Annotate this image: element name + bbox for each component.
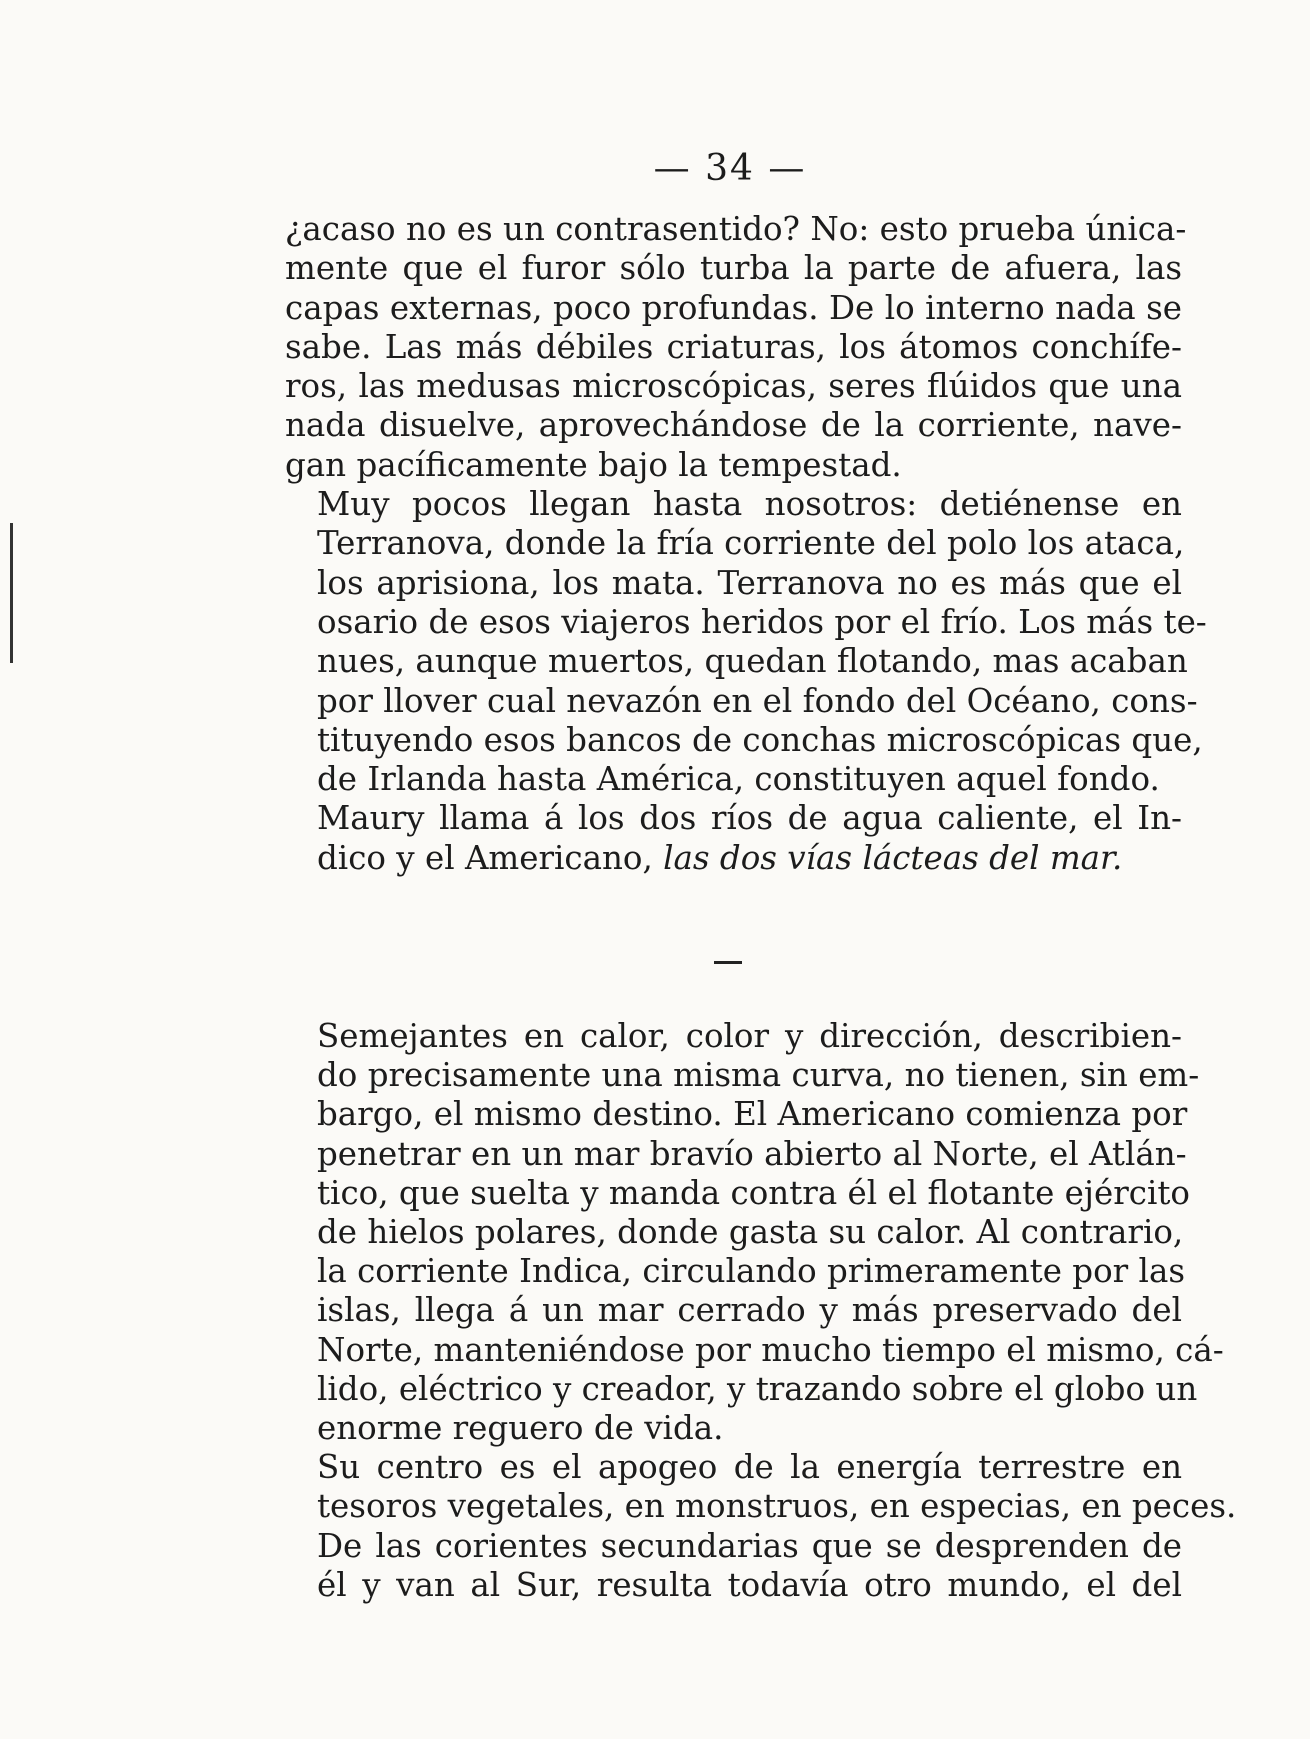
text-line: tituyendo esos bancos de conchas microscópicas que, bbox=[317, 720, 1203, 759]
italic-phrase: las dos vías lácteas del mar. bbox=[663, 838, 1123, 877]
text-line: Semejantes en calor, color y dirección, describien- bbox=[317, 1017, 1182, 1055]
text-line: islas, llega á un mar cerrado y más preservado del bbox=[317, 1291, 1182, 1330]
text-line: De las corientes secundarias que se desprenden de bbox=[317, 1526, 1182, 1565]
text-line: de hielos polares, donde gasta su calor. Al contrario, bbox=[317, 1213, 1184, 1252]
margin-mark bbox=[10, 523, 13, 663]
paragraph-5 bbox=[285, 1448, 1237, 1605]
text-line: la corriente Indica, circulando primeramente por las bbox=[317, 1252, 1185, 1291]
text-line: de Irlanda hasta América, constituyen aquel fondo. bbox=[317, 760, 1160, 799]
text-line: Muy pocos llegan hasta nosotros: detiénense en bbox=[317, 485, 1182, 524]
text-block-top bbox=[285, 210, 1207, 878]
text-line: gan pacíficamente bajo la tempestad. bbox=[285, 445, 902, 484]
text-line: osario de esos viajeros heridos por el frío. Los más te- bbox=[317, 602, 1207, 641]
text-line: do precisamente una misma curva, no tienen, sin em- bbox=[317, 1056, 1200, 1095]
paragraph-4 bbox=[285, 1017, 1224, 1448]
text-line: mente que el furor sólo turba la parte de afuera, las bbox=[285, 249, 1182, 288]
text-line bbox=[285, 839, 1182, 878]
text-line: penetrar en un mar bravío abierto al Norte, el Atlán- bbox=[317, 1134, 1187, 1173]
text-line: capas externas, poco profundas. De lo interno nada se bbox=[285, 288, 1182, 327]
text-line: ¿acaso no es un contrasentido? No: esto prueba única- bbox=[285, 210, 1187, 248]
text-line: enorme reguero de vida. bbox=[317, 1409, 724, 1448]
text-block-bottom bbox=[285, 1017, 1237, 1605]
paragraph-3 bbox=[285, 799, 1182, 878]
text-line: tico, que suelta y manda contra él el flotante ejército bbox=[317, 1173, 1190, 1212]
text-line: Su centro es el apogeo de la energía terrestre en bbox=[317, 1448, 1182, 1487]
text-line: Maury llama á los dos ríos de agua caliente, el In- bbox=[317, 799, 1182, 838]
text-line: ros, las medusas microscópicas, seres flúidos que una bbox=[285, 367, 1182, 406]
text-line: por llover cual nevazón en el fondo del Océano, cons- bbox=[317, 681, 1198, 720]
paragraph-2 bbox=[285, 485, 1207, 799]
page-number: — 34 — bbox=[653, 148, 807, 189]
section-divider bbox=[714, 961, 742, 964]
text-line: lido, eléctrico y creador, y trazando sobre el globo un bbox=[317, 1369, 1198, 1408]
text-run: dico y el Americano, bbox=[317, 838, 664, 877]
text-line: tesoros vegetales, en monstruos, en especias, en peces. bbox=[317, 1487, 1237, 1526]
paragraph-1 bbox=[285, 210, 1187, 485]
text-line: Terranova, donde la fría corriente del polo los ataca, bbox=[317, 524, 1185, 563]
text-line: bargo, el mismo destino. El Americano comienza por bbox=[317, 1095, 1188, 1134]
text-line: él y van al Sur, resulta todavía otro mundo, el del bbox=[317, 1565, 1182, 1604]
text-line: los aprisiona, los mata. Terranova no es más que el bbox=[317, 563, 1182, 602]
text-line: nues, aunque muertos, quedan flotando, mas acaban bbox=[317, 642, 1188, 681]
text-line: Norte, manteniéndose por mucho tiempo el mismo, cá- bbox=[317, 1330, 1224, 1369]
text-line: nada disuelve, aprovechándose de la corriente, nave- bbox=[285, 406, 1182, 445]
text-line: sabe. Las más débiles criaturas, los átomos conchífe- bbox=[285, 327, 1182, 366]
